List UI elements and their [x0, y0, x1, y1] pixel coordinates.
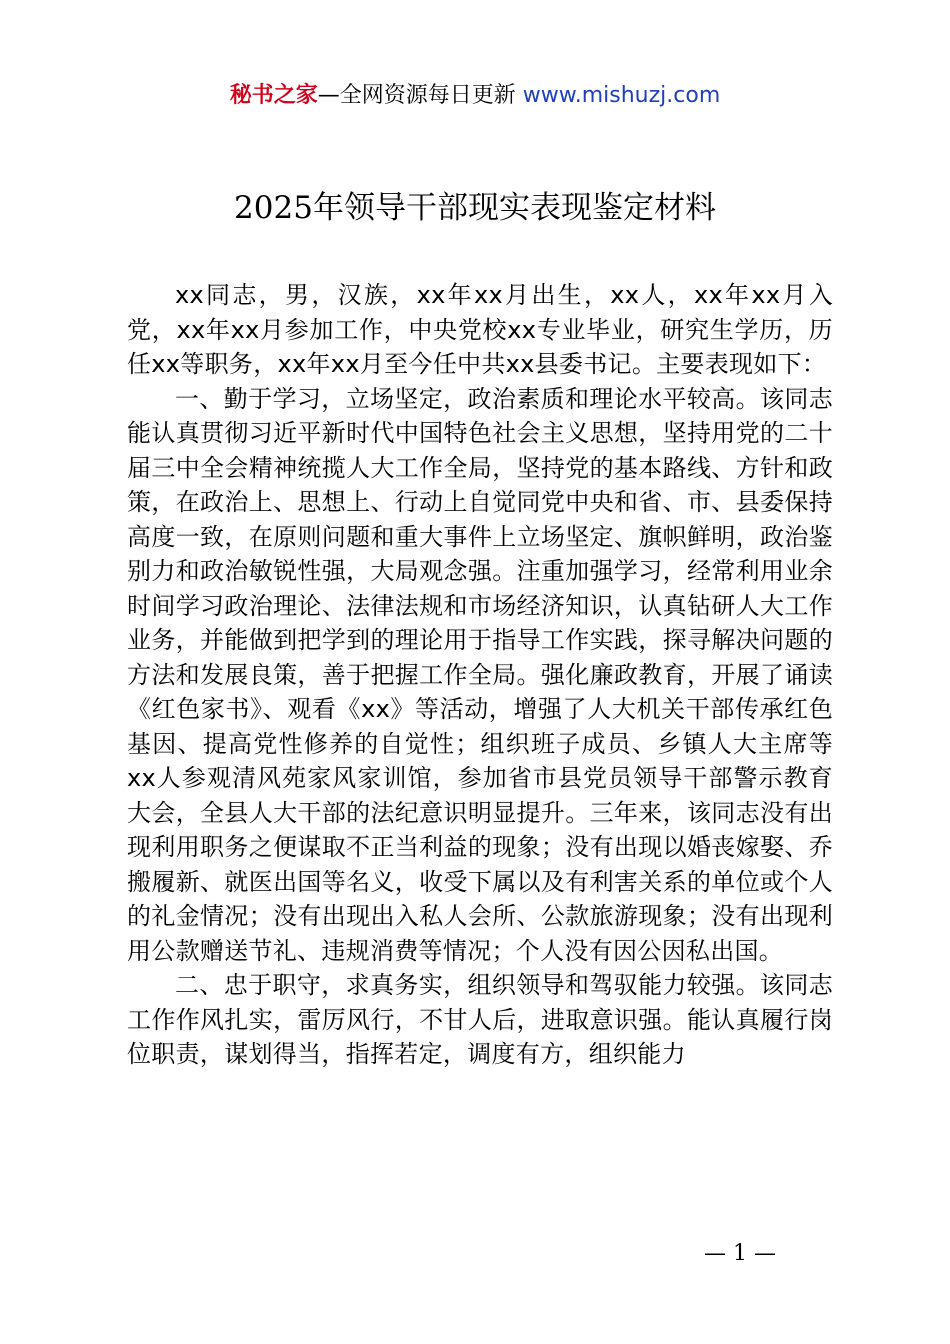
banner-site-link[interactable]: www.mishuzj.com [522, 83, 721, 108]
paragraph-intro: xx同志，男，汉族，xx年xx月出生，xx人，xx年xx月入党，xx年xx月参加工作，中央党校xx专业毕业，研究生学历，历任xx等职务，xx年xx月至今任中共xx县委书记。主要表现如下： [127, 281, 833, 378]
site-banner [0, 80, 950, 112]
paragraph-section-2: 二、忠于职守，求真务实，组织领导和驾驭能力较强。该同志工作作风扎实，雷厉风行，不甘人后，进取意识强。能认真履行岗位职责，谋划得当，指挥若定，调度有方，组织能力 [127, 971, 833, 1068]
document-title: 2025年领导干部现实表现鉴定材料 [234, 190, 716, 226]
paragraph-section-1: 一、勤于学习，立场坚定，政治素质和理论水平较高。该同志能认真贯彻习近平新时代中国特色社会主义思想，坚持用党的二十届三中全会精神统揽人大工作全局，坚持党的基本路线、方针和政策，在政治上、思想上、行动上自觉同党中央和省、市、县委保持高度一致，在原则问题和重大事件上立场坚定、旗帜鲜明，政治鉴别力和政治敏锐性强，大局观念强。注重加强学习，经常利用业余时间学习政治理论、法律法规和市场经济知识，认真钻研人大工作业务，并能做到把学到的理论用于指导工作实践，探寻解决问题的方法和发展良策，善于把握工作全局。强化廉政教育，开展了诵读《红色家书》、观看《xx》等活动，增强了人大机关干部传承红色基因、提高党性修养的自觉性；组织班子成员、乡镇人大主席等xx人参观清风苑家风家训馆，参加省市县党员领导干部警示教育大会，全县人大干部的法纪意识明显提升。三年来，该同志没有出现利用职务之便谋取不正当利益的现象；没有出现以婚丧嫁娶、乔搬履新、就医出国等名义，收受下属以及有利害关系的单位或个人的礼金情况；没有出现出入私人会所、公款旅游现象；没有出现利用公款赠送节礼、违规消费等情况；个人没有因公因私出国。 [127, 384, 833, 965]
document-body [127, 278, 833, 1072]
banner-tagline: —全网资源每日更新 [317, 83, 516, 108]
page-number: — 1 — [704, 1241, 776, 1266]
banner-brand: 秘书之家 [229, 83, 318, 108]
